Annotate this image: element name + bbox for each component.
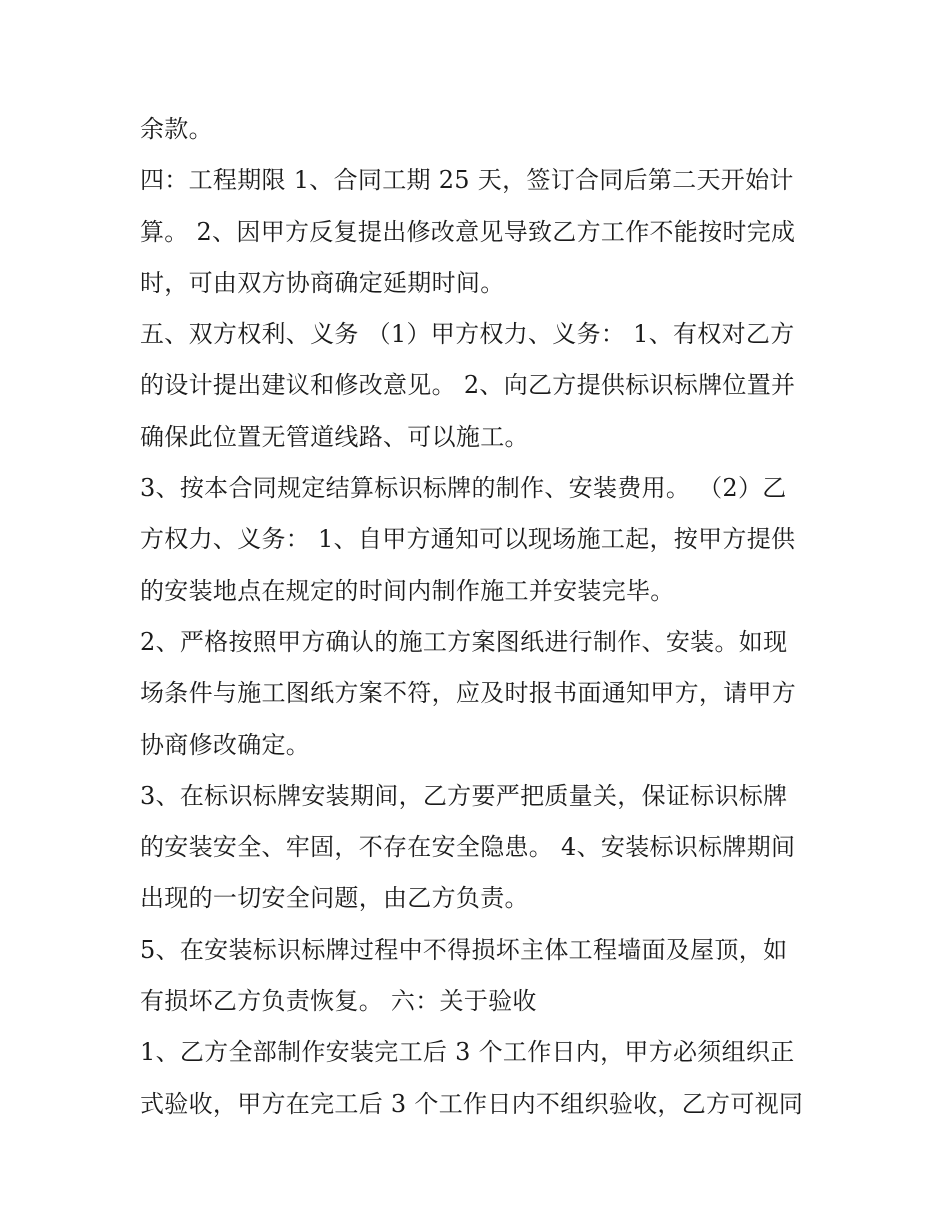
text-line: 出现的一切安全问题，由乙方负责。 [140,884,529,913]
text-line: 2、严格按照甲方确认的施工方案图纸进行制作、安装。如现 [140,627,788,656]
text-line: 1、乙方全部制作安装完工后 3 个工作日内，甲方必须组织正 [140,1038,795,1067]
text-line: 五、双方权利、义务 （1）甲方权力、义务： 1、有权对乙方 [140,320,795,349]
text-line: 3、按本合同规定结算标识标牌的制作、安装费用。 （2）乙 [140,474,787,503]
text-line: 的设计提出建议和修改意见。 2、向乙方提供标识标牌位置并 [140,371,796,400]
text-line: 时，可由双方协商确定延期时间。 [140,268,505,297]
text-line: 协商修改确定。 [140,730,311,759]
text-line: 确保此位置无管道线路、可以施工。 [140,422,529,451]
text-line: 的安装地点在规定的时间内制作施工并安装完毕。 [140,576,675,605]
text-line: 5、在安装标识标牌过程中不得损坏主体工程墙面及屋顶，如 [140,935,788,964]
text-line: 四：工程期限 1、合同工期 25 天，签订合同后第二天开始计 [140,166,794,195]
text-line: 算。 2、因甲方反复提出修改意见导致乙方工作不能按时完成 [140,217,796,246]
text-line: 场条件与施工图纸方案不符，应及时报书面通知甲方，请甲方 [140,679,797,708]
text-line: 式验收，甲方在完工后 3 个工作日内不组织验收，乙方可视同 [140,1089,804,1118]
text-line: 3、在标识标牌安装期间，乙方要严把质量关，保证标识标牌 [140,781,788,810]
text-line: 的安装安全、牢固，不存在安全隐患。 4、安装标识标牌期间 [140,833,796,862]
text-line: 方权力、义务： 1、自甲方通知可以现场施工起，按甲方提供 [140,525,796,554]
text-line: 有损坏乙方负责恢复。 六：关于验收 [140,987,537,1016]
document-body [140,104,820,1130]
text-line: 余款。 [140,115,213,143]
